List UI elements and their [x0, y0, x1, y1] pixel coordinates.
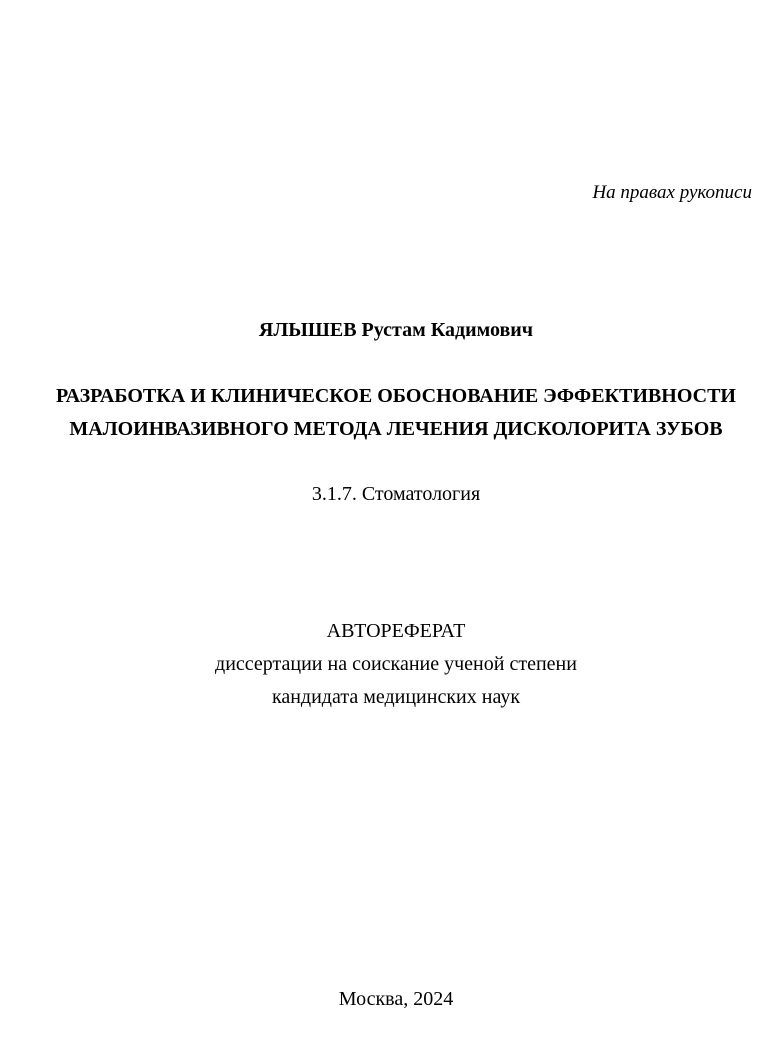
author-name: ЯЛЫШЕВ Рустам Кадимович: [258, 319, 534, 341]
specialty-code: 3.1.7. Стоматология: [311, 483, 481, 505]
city-year-footer: Москва, 2024: [338, 988, 454, 1010]
abstract-heading: АВТОРЕФЕРАТ: [326, 620, 466, 642]
dissertation-title: [40, 380, 752, 446]
abstract-block: [40, 615, 752, 714]
dissertation-title-line-1: РАЗРАБОТКА И КЛИНИЧЕСКОЕ ОБОСНОВАНИЕ ЭФФЕКТИВНОСТИ: [56, 385, 736, 407]
manuscript-rights-stamp: На правах рукописи: [592, 182, 752, 203]
dissertation-title-line-2: МАЛОИНВАЗИВНОГО МЕТОДА ЛЕЧЕНИЯ ДИСКОЛОРИТА ЗУБОВ: [69, 418, 723, 440]
abstract-subtitle-line-1: диссертации на соискание ученой степени: [215, 653, 577, 675]
abstract-subtitle-line-2: кандидата медицинских наук: [271, 686, 521, 708]
